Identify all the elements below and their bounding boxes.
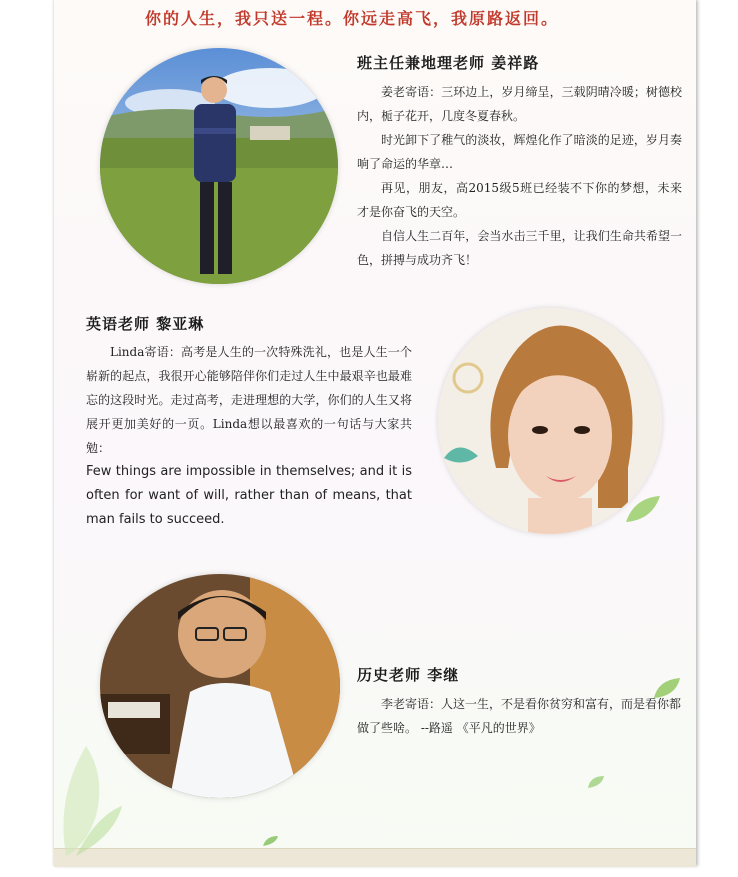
message-paragraph: 自信人生二百年，会当水击三千里，让我们生命共希望一色，拼搏与成功齐飞！	[357, 229, 682, 267]
leaf-decoration-icon	[624, 494, 662, 524]
leaf-decoration-icon	[262, 834, 280, 848]
page-motto: 你的人生，我只送一程。你远走高飞，我原路返回。	[144, 9, 559, 28]
leaf-decoration-icon	[586, 774, 606, 790]
leaf-decoration-icon	[56, 706, 126, 856]
indoor-portrait-illustration	[100, 574, 340, 798]
teacher-title-jiang: 班主任兼地理老师 姜祥路	[357, 54, 540, 72]
teacher-title-li-yalin: 英语老师 黎亚琳	[86, 315, 205, 333]
outdoor-portrait-illustration	[100, 48, 338, 284]
leaf-decoration-icon	[652, 676, 682, 700]
teacher-photo-li-ji	[100, 574, 340, 798]
teacher-message-li-yalin	[86, 340, 412, 532]
english-quote: Few things are impossible in themselves; and it is often for want of will, rather than of means, that man fails to succeed.	[86, 464, 412, 527]
message-paragraph: Linda寄语：高考是人生的一次特殊洗礼，也是人生一个崭新的起点，我很开心能够陪伴你们走过人生中最艰辛也最难忘的这段时光。走过高考，走进理想的大学，你们的人生又将展开更加美好的一页。Linda想以最喜欢的一句话与大家共勉：	[86, 345, 412, 455]
message-paragraph: 李老寄语：人这一生，不是看你贫穷和富有，而是看你都做了些啥。 --路遥 《平凡的世界》	[357, 697, 682, 735]
message-paragraph: 姜老寄语：三环边上，岁月缔呈，三载阴晴冷暖；树德校内，栀子花开，几度冬夏春秋。	[357, 85, 682, 123]
message-paragraph: 时光卸下了稚气的淡妆，辉煌化作了暗淡的足迹，岁月奏响了命运的华章…	[357, 133, 682, 171]
message-paragraph: 再见，朋友，高2015级5班已经装不下你的梦想，未来才是你奋飞的天空。	[357, 181, 682, 219]
page-bottom-edge	[54, 848, 696, 867]
teacher-message-jiang	[357, 80, 682, 272]
teacher-title-li-ji: 历史老师 李继	[357, 666, 460, 684]
teacher-photo-jiang	[100, 48, 338, 284]
teacher-message-li-ji	[357, 692, 681, 740]
